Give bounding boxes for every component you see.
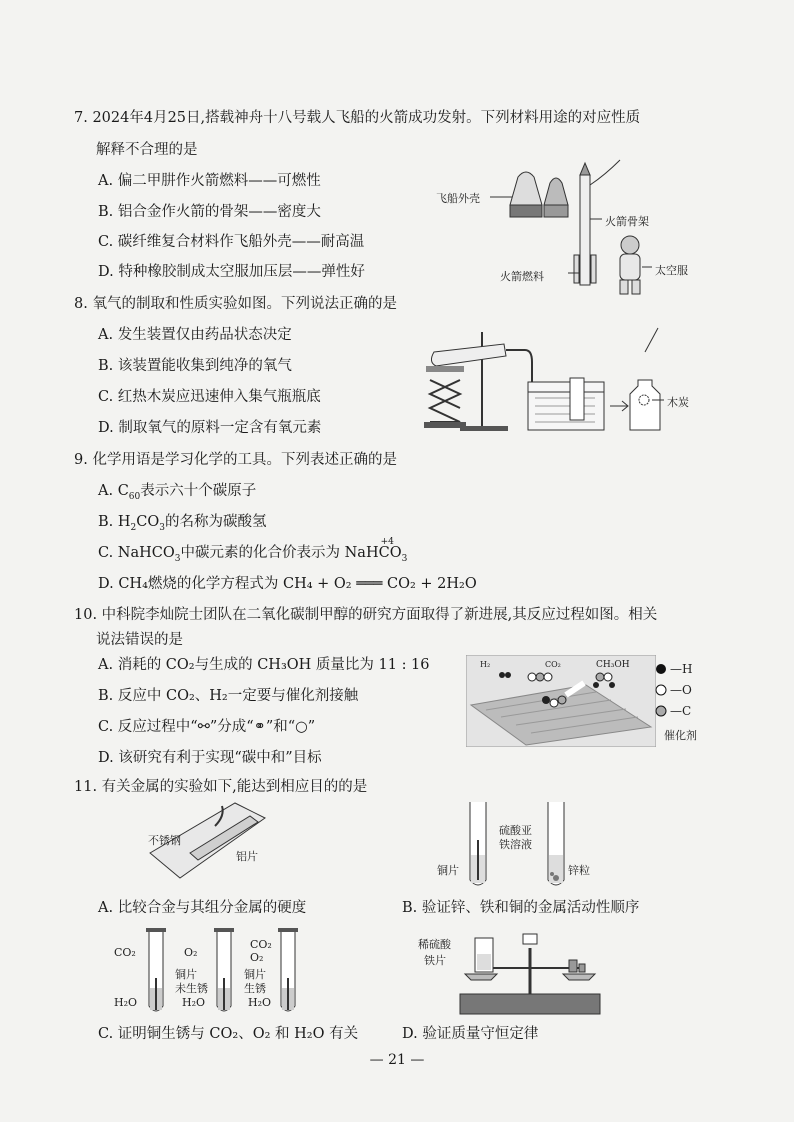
q11-label-cu: 铜片 [437, 864, 459, 877]
q11-label-co2b: CO₂ [250, 938, 272, 951]
q10-stem-line2: 说法错误的是 [96, 632, 183, 648]
q10-option-c: C. 反应过程中“⚯”分成“⚭”和“○” [98, 719, 316, 735]
q8-option-b: B. 该装置能收集到纯净的氧气 [98, 358, 292, 374]
q10-legend-o: —O [670, 683, 692, 697]
q7-label-frame: 火箭骨架 [605, 215, 649, 228]
q7-label-shell: 飞船外壳 [436, 192, 480, 205]
q10-label-catalyst: 催化剂 [664, 729, 697, 742]
q11-label-co2: CO₂ [114, 946, 136, 959]
q11-label-fe: 铁片 [424, 954, 446, 967]
q8-option-a: A. 发生装置仅由药品状态决定 [98, 327, 292, 343]
page-number: — 21 — [369, 1052, 425, 1068]
q10-option-b: B. 反应中 CO₂、H₂一定要与催化剂接触 [98, 688, 359, 704]
q11-label-h2o1: H₂O [114, 996, 138, 1009]
q7-label-fuel: 火箭燃料 [500, 270, 544, 283]
q9-option-c: C. NaHCO$_3$中碳元素的化合价表示为 NaH +4 $CO_3$ [98, 537, 408, 564]
q10-legend-c: —C [670, 704, 692, 718]
q10-option-d: D. 该研究有利于实现“碳中和”目标 [98, 750, 322, 766]
q10-legend-atoms [654, 662, 670, 722]
q11-label-cu3a: 铜片 [244, 968, 266, 981]
q7-label-suit: 太空服 [655, 264, 688, 277]
q11-label-cu3b: 生锈 [244, 982, 266, 995]
q8-label-charcoal: 木炭 [667, 396, 689, 409]
q11-label-o2: O₂ [184, 946, 198, 959]
q10-stem-line1: 10. 中科院李灿院士团队在二氧化碳制甲醇的研究方面取得了新进展,其反应过程如图。相关 [74, 607, 658, 623]
q10-label-co2: CO₂ [545, 660, 561, 669]
q9-stem: 9. 化学用语是学习化学的工具。下列表述正确的是 [74, 452, 397, 468]
q9-option-b: B. $H_2CO_3$的名称为碳酸氢 [98, 514, 267, 533]
q11-label-cu2b: 未生锈 [175, 982, 208, 995]
q11-label-zn: 锌粒 [568, 864, 590, 877]
q11-label-feso4-line1: 硫酸亚 [499, 824, 532, 837]
q11-label-h2o3: H₂O [248, 996, 272, 1009]
q11-label-acid: 稀硫酸 [418, 938, 451, 951]
q7-rocket-figure [430, 155, 690, 305]
q11-option-d: D. 验证质量守恒定律 [402, 1026, 539, 1042]
q7-stem-line1: 7. 2024年4月25日,搭载神舟十八号载人飞船的火箭成功发射。下列材料用途的对应性质 [74, 110, 641, 126]
q11-option-c: C. 证明铜生锈与 CO₂、O₂ 和 H₂O 有关 [98, 1026, 359, 1042]
q8-option-c: C. 红热木炭应迅速伸入集气瓶瓶底 [98, 389, 321, 405]
q11-label-cu2a: 铜片 [175, 968, 197, 981]
q9-option-d: D. CH₄燃烧的化学方程式为 CH₄ + O₂ ═══ CO₂ + 2H₂O [98, 576, 477, 592]
q11-figure-c [140, 928, 310, 1020]
q11-figure-d-balance [455, 928, 605, 1018]
q7-option-a: A. 偏二甲肼作火箭燃料——可燃性 [98, 173, 321, 189]
q7-option-b: B. 铝合金作火箭的骨架——密度大 [98, 204, 321, 220]
q7-option-c: C. 碳纤维复合材料作飞船外壳——耐高温 [98, 234, 365, 250]
q10-label-ch3oh: CH₃OH [596, 660, 630, 670]
q7-stem-line2: 解释不合理的是 [96, 142, 198, 158]
q7-option-d: D. 特种橡胶制成太空服加压层——弹性好 [98, 264, 365, 280]
q9-option-a: A. $C_{60}$表示六十个碳原子 [98, 483, 257, 502]
q11-label-al: 铝片 [236, 850, 258, 863]
q11-stem: 11. 有关金属的实验如下,能达到相应目的的是 [74, 779, 368, 795]
q11-label-h2o2: H₂O [182, 996, 206, 1009]
q10-label-h2: H₂ [480, 660, 491, 669]
q11-label-o2b: O₂ [250, 951, 264, 964]
q10-legend-h: —H [670, 662, 693, 676]
q11-label-steel: 不锈钢 [148, 834, 181, 847]
q8-apparatus-figure [420, 322, 700, 437]
q10-option-a: A. 消耗的 CO₂与生成的 CH₃OH 质量比为 11 : 16 [98, 657, 430, 673]
q11-label-feso4-line2: 铁溶液 [499, 838, 532, 851]
q8-option-d: D. 制取氧气的原料一定含有氧元素 [98, 420, 322, 436]
q8-stem: 8. 氧气的制取和性质实验如图。下列说法正确的是 [74, 296, 397, 312]
q11-option-a: A. 比较合金与其组分金属的硬度 [98, 900, 307, 916]
q11-option-b: B. 验证锌、铁和铜的金属活动性顺序 [402, 900, 640, 916]
